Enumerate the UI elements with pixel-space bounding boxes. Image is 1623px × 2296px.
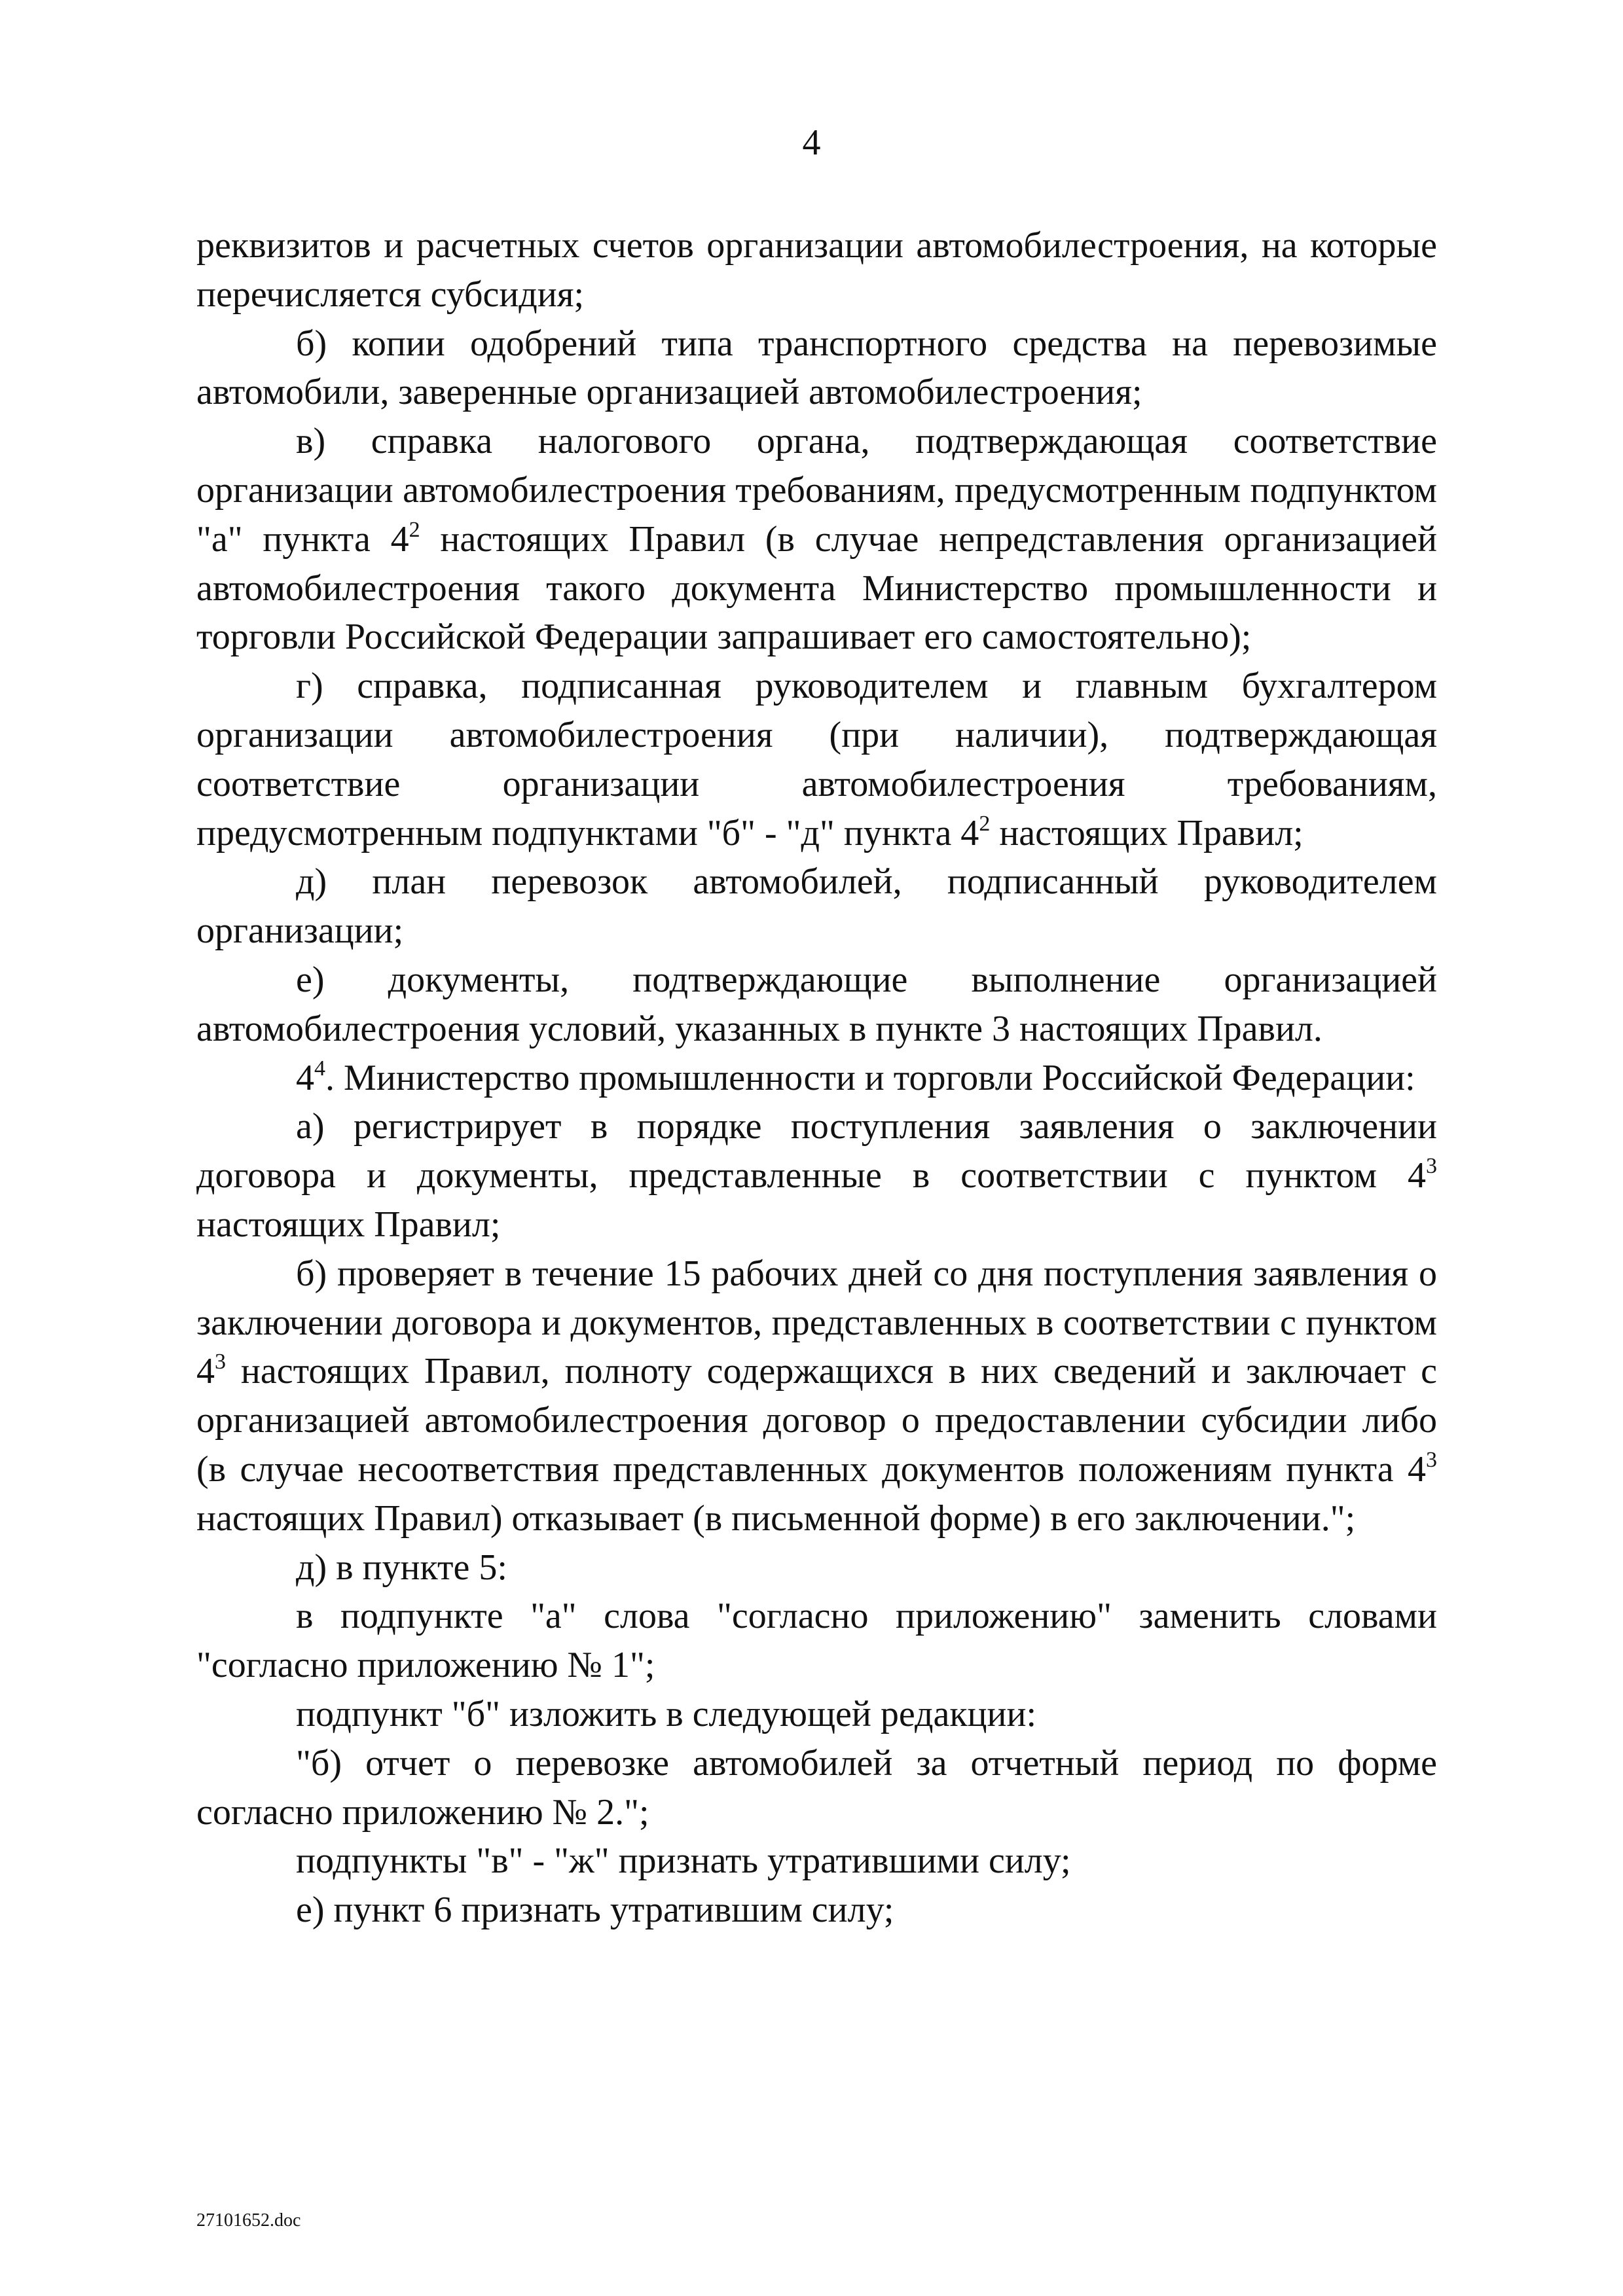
paragraph-text: е) документы, подтверждающие выполнение организацией автомобилестроения условий, указанных в пункте 3 настоящих Правил. <box>196 959 1437 1049</box>
superscript: 2 <box>979 811 991 836</box>
superscript: 2 <box>409 517 420 542</box>
paragraph-amend-d-2 <box>196 1690 1437 1739</box>
paragraph-point-4-4-a <box>196 1102 1437 1249</box>
paragraph-text: реквизитов и расчетных счетов организации автомобилестроения, на которые перечисляется субсидия; <box>196 225 1437 315</box>
paragraph-item-v <box>196 417 1437 662</box>
paragraph-text: настоящих Правил; <box>196 1204 501 1245</box>
paragraph-text: 4 <box>296 1057 314 1098</box>
paragraph-text: в) справка налогового органа, подтверждающая соответствие организации автомобилестроения требованиям, предусмотренным подпунктом "а" пункта 4 <box>196 421 1437 560</box>
paragraph-text: г) справка, подписанная руководителем и главным бухгалтером организации автомобилестроения (при наличии), подтверждающая соответствие организации автомобилестроения требованиям, предусмотренным подпунктами "б" - "д" пункта 4 <box>196 666 1437 853</box>
page-number: 4 <box>802 122 821 163</box>
paragraph-text: подпункты "в" - "ж" признать утратившими силу; <box>296 1840 1071 1882</box>
paragraph-text: а) регистрирует в порядке поступления заявления о заключении договора и документы, представленные в соответствии с пунктом 4 <box>196 1106 1437 1196</box>
superscript: 4 <box>314 1056 325 1081</box>
paragraph-text: настоящих Правил (в случае непредставления организацией автомобилестроения такого документа Министерство промышленности и торговли Российской Федерации запрашивает его самостоятельно); <box>196 518 1437 658</box>
paragraph-text: настоящих Правил) отказывает (в письменной форме) в его заключении."; <box>196 1498 1356 1539</box>
paragraph-amend-d-1 <box>196 1592 1437 1690</box>
paragraph-amend-d <box>196 1543 1437 1592</box>
paragraph-item-b <box>196 319 1437 418</box>
paragraph-continuation <box>196 221 1437 319</box>
paragraph-text: "б) отчет о перевозке автомобилей за отчетный период по форме согласно приложению № 2."; <box>196 1742 1437 1833</box>
paragraph-text: . Министерство промышленности и торговли Российской Федерации: <box>325 1057 1415 1098</box>
paragraph-text: е) пункт 6 признать утратившим силу; <box>296 1890 894 1931</box>
paragraph-point-4-4-b <box>196 1249 1437 1543</box>
superscript: 3 <box>1426 1154 1437 1179</box>
paragraph-item-d <box>196 857 1437 956</box>
paragraph-text: б) копии одобрений типа транспортного средства на перевозимые автомобили, заверенные организацией автомобилестроения; <box>196 323 1437 413</box>
paragraph-amend-d-4 <box>196 1837 1437 1886</box>
paragraph-point-4-4 <box>196 1054 1437 1103</box>
paragraph-text: подпункт "б" изложить в следующей редакции: <box>296 1693 1037 1734</box>
paragraph-item-g <box>196 662 1437 857</box>
footer-doc-id: 27101652.doc <box>196 2210 301 2231</box>
document-body <box>196 221 1437 1935</box>
paragraph-text: настоящих Правил; <box>990 812 1304 853</box>
paragraph-text: в подпункте "а" слова "согласно приложению" заменить словами "согласно приложению № 1"; <box>196 1596 1437 1686</box>
paragraph-text: д) в пункте 5: <box>296 1547 507 1588</box>
paragraph-text: настоящих Правил, полноту содержащихся в них сведений и заключает с организацией автомобилестроения договор о предоставлении субсидии либо (в случае несоответствия представленных документов положениям пункта 4 <box>196 1351 1437 1490</box>
superscript: 3 <box>215 1350 226 1374</box>
paragraph-amend-d-3 <box>196 1739 1437 1837</box>
paragraph-text: б) проверяет в течение 15 рабочих дней со дня поступления заявления о заключении договора и документов, представленных в соответствии с пунктом 4 <box>196 1253 1437 1392</box>
paragraph-item-e <box>196 956 1437 1054</box>
paragraph-text: д) план перевозок автомобилей, подписанный руководителем организации; <box>196 861 1437 952</box>
superscript: 3 <box>1426 1447 1437 1472</box>
paragraph-amend-e <box>196 1886 1437 1935</box>
